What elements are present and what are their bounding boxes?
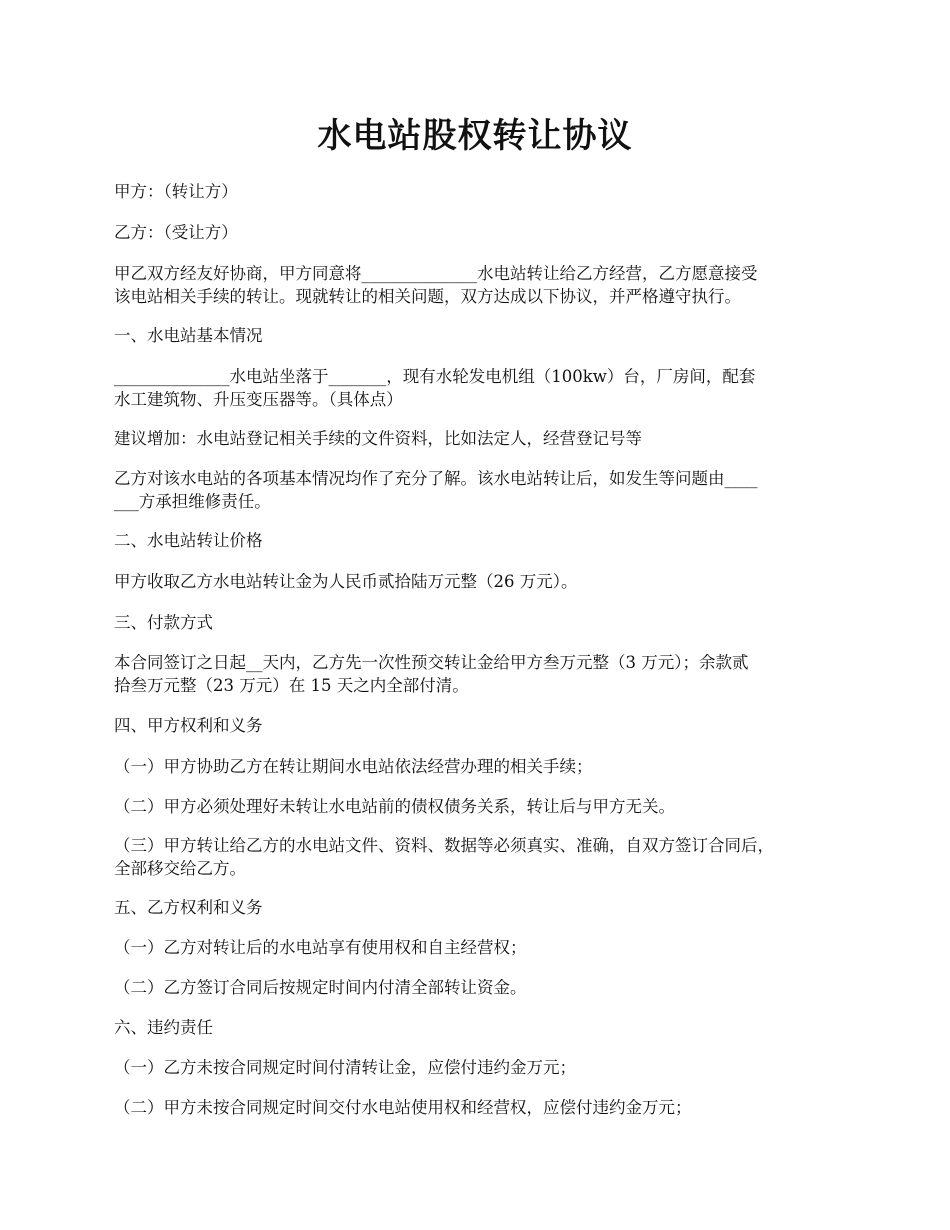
party-b-line: 乙方：（受让方） [114,223,238,242]
paragraph-line: 本合同签订之日起__天内，乙方先一次性预交转让金给甲方叁万元整（3 万元）；余款贰 [114,653,749,672]
paragraph-line: ______________水电站坐落于_______，现有水轮发电机组（100kw）台，厂房间，配套 [114,367,756,386]
paragraph-line: 拾叁万元整（23 万元）在 15 天之内全部付清。 [114,676,469,695]
section-1-paragraph-3 [114,467,854,513]
section-3-heading: 三、付款方式 [114,613,213,632]
intro-paragraph [114,262,854,308]
intro-line: 该电站相关手续的转让。现就转让的相关问题，双方达成以下协议，并严格遵守执行。 [114,287,741,306]
paragraph-line: （三）甲方转让给乙方的水电站文件、资料、数据等必须真实、准确，自双方签订合同后， [114,836,774,855]
paragraph-line: 水工建筑物、升压变压器等。（具体点） [114,390,403,409]
section-1-paragraph-1 [114,365,854,411]
paragraph-line: 乙方对该水电站的各项基本情况均作了充分了解。该水电站转让后，如发生等问题由____ [114,469,758,488]
section-6-item-2: （二）甲方未按合同规定时间交付水电站使用权和经营权，应偿付违约金万元； [114,1098,692,1117]
party-a-line: 甲方：（转让方） [114,182,238,201]
paragraph-line: 全部移交给乙方。 [114,859,246,878]
section-4-item-2: （二）甲方必须处理好未转让水电站前的债权债务关系，转让后与甲方无关。 [114,797,675,816]
section-6-item-1: （一）乙方未按合同规定时间付清转让金，应偿付违约金万元； [114,1058,576,1077]
section-2-paragraph: 甲方收取乙方水电站转让金为人民币贰拾陆万元整（26 万元）。 [114,572,578,591]
section-6-heading: 六、违约责任 [114,1018,213,1037]
document-title: 水电站股权转让协议 [317,116,633,156]
section-2-heading: 二、水电站转让价格 [114,531,263,550]
section-1-heading: 一、水电站基本情况 [114,326,263,345]
section-1-paragraph-2: 建议增加：水电站登记相关手续的文件资料，比如法定人，经营登记号等 [114,429,642,448]
section-5-heading: 五、乙方权利和义务 [114,898,263,917]
section-4-item-1: （一）甲方协助乙方在转让期间水电站依法经营办理的相关手续； [114,757,593,776]
section-4-item-3 [114,834,854,880]
paragraph-line: ___方承担维修责任。 [114,492,271,511]
section-5-item-1: （一）乙方对转让后的水电站享有使用权和自主经营权； [114,938,527,957]
section-4-heading: 四、甲方权利和义务 [114,716,263,735]
intro-line: 甲乙双方经友好协商，甲方同意将______________水电站转让给乙方经营，乙方愿意接受 [114,264,758,283]
section-3-paragraph [114,651,854,697]
section-5-item-2: （二）乙方签订合同后按规定时间内付清全部转让资金。 [114,978,527,997]
